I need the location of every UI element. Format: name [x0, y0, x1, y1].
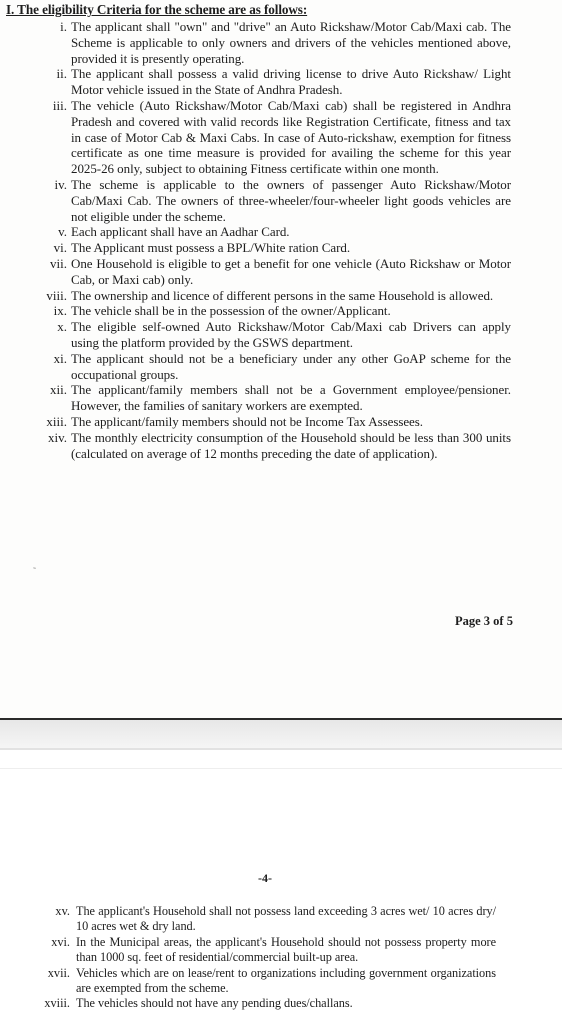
item-number: iii. [52, 97, 67, 113]
item-text: The applicant should not be a beneficiary under any other GoAP scheme for the occupational groups. [71, 350, 511, 382]
item-text: Each applicant shall have an Aadhar Card. [71, 224, 290, 240]
list-item [0, 319, 562, 351]
page-edge-faint [0, 768, 562, 769]
page-edge-faint [0, 748, 562, 750]
item-number: i. [60, 19, 67, 34]
item-number: ix. [53, 303, 67, 319]
item-number: v. [58, 224, 67, 240]
item-number: viii. [46, 287, 67, 303]
item-number: xvi. [51, 934, 70, 949]
list-item [0, 19, 562, 66]
item-text: The Applicant must possess a BPL/White ration Card. [71, 240, 351, 256]
list-item [0, 414, 562, 430]
item-text: The monthly electricity consumption of the Household should be less than 300 units (calculated on average of 12 months preceding the date of application). [71, 429, 511, 461]
item-number: xviii. [44, 996, 70, 1011]
item-text: The applicant/family members should not be Income Tax Assessees. [71, 413, 423, 429]
item-number: xii. [50, 382, 67, 398]
page-gap [0, 720, 562, 750]
item-number: vi. [53, 240, 67, 256]
item-text: The applicant shall "own" and "drive" an Auto Rickshaw/Motor Cab/Maxi cab. The Scheme is applicable to only owners and drivers of the vehicles mentioned above, provided it is presently operating. [71, 19, 511, 66]
item-number: xi. [53, 350, 67, 366]
stray-mark: ˜ [33, 566, 36, 576]
list-item [0, 303, 562, 319]
item-text: The ownership and licence of different persons in the same Household is allowed. [71, 287, 494, 303]
list-item [0, 224, 562, 240]
page-number: -4- [258, 871, 272, 885]
eligibility-list-continued [0, 904, 562, 1012]
list-item [0, 98, 562, 177]
list-item [0, 351, 562, 383]
eligibility-list [0, 19, 562, 461]
item-text: One Household is eligible to get a benefit for one vehicle (Auto Rickshaw or Motor Cab, or Maxi cab) only. [71, 255, 511, 287]
list-item [0, 935, 562, 965]
list-item [0, 904, 562, 934]
list-item [0, 240, 562, 256]
list-item [0, 288, 562, 304]
list-item [0, 66, 562, 98]
section-heading: I. The eligibility Criteria for the scheme are as follows: [6, 2, 308, 17]
item-text: The applicant's Household shall not possess land exceeding 3 acres wet/ 10 acres dry/ 10 acres wet & dry land. [76, 904, 496, 934]
item-text: Vehicles which are on lease/rent to organizations including government organizations are exempted from the scheme. [76, 965, 496, 995]
item-number: xvii. [47, 965, 70, 980]
item-text: The applicant shall possess a valid driving license to drive Auto Rickshaw/ Light Motor vehicle issued in the State of Andhra Pradesh. [71, 66, 511, 98]
list-item [0, 177, 562, 224]
item-number: xiii. [46, 413, 67, 429]
item-text: The vehicles should not have any pending dues/challans. [76, 996, 353, 1011]
item-text: The eligible self-owned Auto Rickshaw/Motor Cab/Maxi cab Drivers can apply using the platform provided by the GSWS department. [71, 319, 511, 350]
item-text: The applicant/family members shall not be a Government employee/pensioner. However, the families of sanitary workers are exempted. [71, 382, 511, 414]
list-item [0, 966, 562, 996]
item-number: xiv. [47, 429, 67, 445]
item-text: In the Municipal areas, the applicant's Household should not possess property more than 1000 sq. feet of residential/commercial built-up area. [76, 934, 496, 964]
list-item [0, 382, 562, 414]
list-item [0, 256, 562, 288]
item-text: The vehicle (Auto Rickshaw/Motor Cab/Maxi cab) shall be registered in Andhra Pradesh and covered with valid records like Registration Certificate, fitness and tax in case of Motor Cab & Maxi Cabs. In case of Auto-rickshaw, exemption for fitness certificate as one time measure is provided for availing the scheme for this year 2025-26 only, subject to obtaining Fitness certificate within one month. [71, 97, 511, 177]
item-text: The vehicle shall be in the possession of the owner/Applicant. [71, 303, 391, 319]
item-text: The scheme is applicable to the owners of passenger Auto Rickshaw/Motor Cab/Maxi Cab. The owners of three-wheeler/four-wheeler light goods vehicles are not eligible under the scheme. [71, 176, 511, 224]
list-item [0, 430, 562, 462]
item-number: x. [57, 319, 67, 335]
item-number: ii. [56, 66, 67, 82]
item-number: xv. [55, 904, 70, 918]
item-number: iv. [54, 176, 67, 192]
list-item [0, 996, 562, 1011]
item-number: vii. [50, 255, 67, 271]
page-footer: Page 3 of 5 [455, 614, 513, 628]
